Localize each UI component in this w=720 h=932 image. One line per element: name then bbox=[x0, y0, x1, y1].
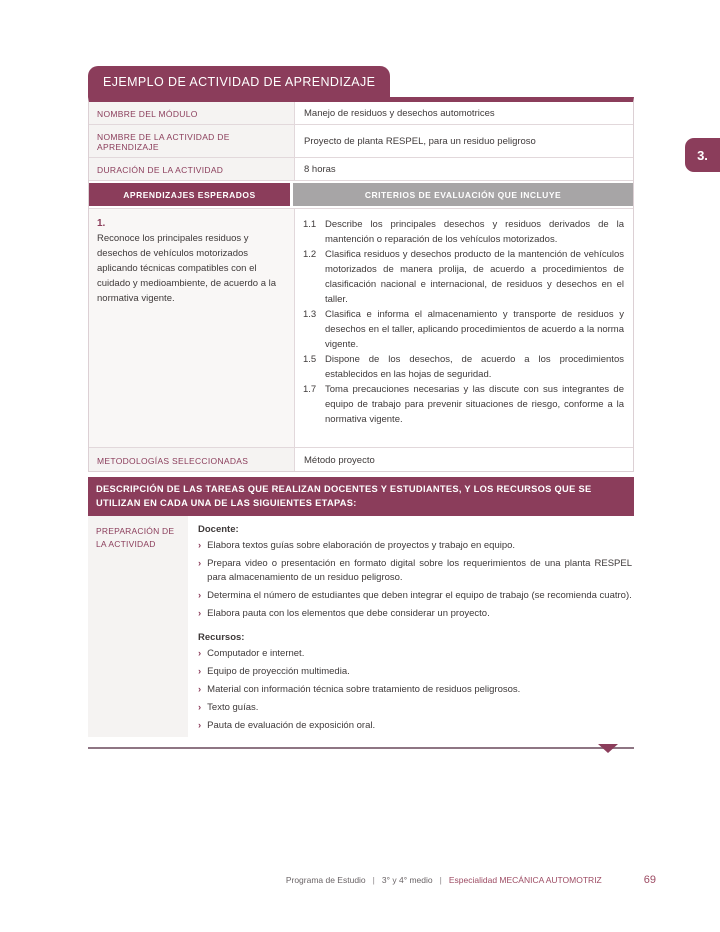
docente-heading: Docente: bbox=[198, 524, 239, 535]
preparation-section bbox=[88, 516, 634, 749]
learning-header-row bbox=[89, 181, 633, 209]
info-row-value: Manejo de residuos y desechos automotrices bbox=[304, 108, 495, 119]
criteria-list bbox=[295, 209, 633, 447]
methodology-row bbox=[89, 448, 633, 471]
footer-specialty: Especialidad MECÁNICA AUTOMOTRIZ bbox=[448, 875, 602, 885]
chevron-bullet-icon: › bbox=[198, 702, 202, 713]
chevron-bullet-icon: › bbox=[198, 590, 202, 601]
methodology-value: Método proyecto bbox=[304, 454, 375, 466]
objective-text: Reconoce los principales residuos y desechos de vehículos motorizados aplicando técnicas compatibles con el cuidado y medioambiente, de acuerdo a la normativa vigente. bbox=[97, 233, 277, 304]
footer-separator: | bbox=[372, 875, 375, 885]
chevron-bullet-icon: › bbox=[198, 558, 202, 569]
section-title: EJEMPLO DE ACTIVIDAD DE APRENDIZAJE bbox=[88, 66, 390, 97]
info-row-value: 8 horas bbox=[304, 164, 336, 175]
info-row bbox=[89, 102, 633, 125]
chevron-bullet-icon: › bbox=[198, 666, 202, 677]
docente-list bbox=[198, 539, 632, 621]
list-item bbox=[198, 701, 632, 715]
expected-learning-cell bbox=[89, 209, 295, 447]
info-row bbox=[89, 125, 633, 158]
criterion-text: Describe los principales desechos y residuos derivados de la mantención o reparación de los vehículos motorizados. bbox=[325, 219, 624, 245]
criterion-item bbox=[303, 352, 624, 382]
list-item-text: Texto guías. bbox=[207, 702, 259, 713]
list-item-text: Elabora textos guías sobre elaboración de proyectos y trabajo en equipo. bbox=[207, 540, 516, 551]
info-row-label: NOMBRE DE LA ACTIVIDAD DE APRENDIZAJE bbox=[89, 125, 295, 157]
chevron-bullet-icon: › bbox=[198, 684, 202, 695]
list-item bbox=[198, 607, 632, 621]
chapter-tab: 3. bbox=[685, 138, 720, 172]
info-row-label: NOMBRE DEL MÓDULO bbox=[89, 102, 295, 124]
criterion-item bbox=[303, 307, 624, 352]
list-item bbox=[198, 683, 632, 697]
chevron-bullet-icon: › bbox=[198, 540, 202, 551]
list-item-text: Material con información técnica sobre tratamiento de residuos peligrosos. bbox=[207, 684, 521, 695]
methodology-label: METODOLOGÍAS SELECCIONADAS bbox=[89, 448, 295, 471]
list-item-text: Pauta de evaluación de exposición oral. bbox=[207, 720, 376, 731]
recursos-list bbox=[198, 647, 632, 733]
list-item-text: Elabora pauta con los elementos que debe considerar un proyecto. bbox=[207, 608, 490, 619]
expected-learning-header: APRENDIZAJES ESPERADOS bbox=[89, 183, 290, 206]
criterion-number: 1.5 bbox=[303, 354, 317, 365]
list-item bbox=[198, 539, 632, 553]
stage-label: PREPARACIÓN DE LA ACTIVIDAD bbox=[88, 516, 188, 737]
evaluation-criteria-header: CRITERIOS DE EVALUACIÓN QUE INCLUYE bbox=[293, 183, 633, 206]
criterion-item bbox=[303, 217, 624, 247]
info-row-label: DURACIÓN DE LA ACTIVIDAD bbox=[89, 158, 295, 180]
chevron-bullet-icon: › bbox=[198, 720, 202, 731]
criterion-text: Toma precauciones necesarias y las discute con sus integrantes de equipo de trabajo para prevenir situaciones de riesgo, conforme a la normativa vigente. bbox=[325, 384, 624, 425]
list-item bbox=[198, 665, 632, 679]
criterion-text: Dispone de los desechos, de acuerdo a los procedimientos establecidos en las hojas de seguridad. bbox=[325, 354, 624, 380]
page-number: 69 bbox=[643, 874, 656, 886]
activity-info-table bbox=[88, 97, 634, 472]
criterion-text: Clasifica e informa el almacenamiento y transporte de residuos y desechos en el taller, aplicando procedimientos de acuerdo a la norma vigente. bbox=[325, 309, 624, 350]
list-item bbox=[198, 589, 632, 603]
criterion-number: 1.7 bbox=[303, 384, 317, 395]
criterion-number: 1.1 bbox=[303, 219, 317, 230]
chevron-bullet-icon: › bbox=[198, 648, 202, 659]
footer-separator: | bbox=[439, 875, 442, 885]
info-rows bbox=[89, 102, 633, 181]
info-row-value: Proyecto de planta RESPEL, para un residuo peligroso bbox=[304, 136, 536, 147]
recursos-heading: Recursos: bbox=[198, 632, 245, 643]
learning-content-row bbox=[89, 209, 633, 448]
list-item-text: Equipo de proyección multimedia. bbox=[207, 666, 350, 677]
preparation-content bbox=[198, 516, 634, 737]
criterion-number: 1.2 bbox=[303, 249, 317, 260]
objective-number: 1. bbox=[97, 218, 106, 229]
list-item-text: Prepara video o presentación en formato digital sobre los requerimientos de una planta RESPEL para almacenamiento de un residuo peligroso. bbox=[207, 558, 632, 583]
continuation-arrow-icon bbox=[598, 744, 618, 753]
criterion-item bbox=[303, 247, 624, 307]
footer-grades: 3° y 4° medio bbox=[381, 875, 433, 885]
page-footer bbox=[88, 874, 656, 886]
criterion-number: 1.3 bbox=[303, 309, 317, 320]
list-item bbox=[198, 719, 632, 733]
list-item-text: Determina el número de estudiantes que deben integrar el equipo de trabajo (se recomienda cuatro). bbox=[207, 590, 632, 601]
chevron-bullet-icon: › bbox=[198, 608, 202, 619]
footer-program: Programa de Estudio bbox=[285, 875, 366, 885]
info-row bbox=[89, 158, 633, 181]
list-item-text: Computador e internet. bbox=[207, 648, 305, 659]
list-item bbox=[198, 557, 632, 585]
activity-sheet bbox=[88, 66, 634, 749]
list-item bbox=[198, 647, 632, 661]
criterion-item bbox=[303, 382, 624, 427]
tasks-description-banner: DESCRIPCIÓN DE LAS TAREAS QUE REALIZAN DOCENTES Y ESTUDIANTES, Y LOS RECURSOS QUE SE UTILIZAN EN CADA UNA DE LAS SIGUIENTES ETAPAS: bbox=[88, 477, 634, 516]
criterion-text: Clasifica residuos y desechos producto de la mantención de vehículos motorizados de manera prolija, de acuerdo a procedimientos de clasificación nacional e internacional, de residuos y desechos en el taller. bbox=[325, 249, 624, 305]
recursos-block bbox=[198, 632, 632, 733]
